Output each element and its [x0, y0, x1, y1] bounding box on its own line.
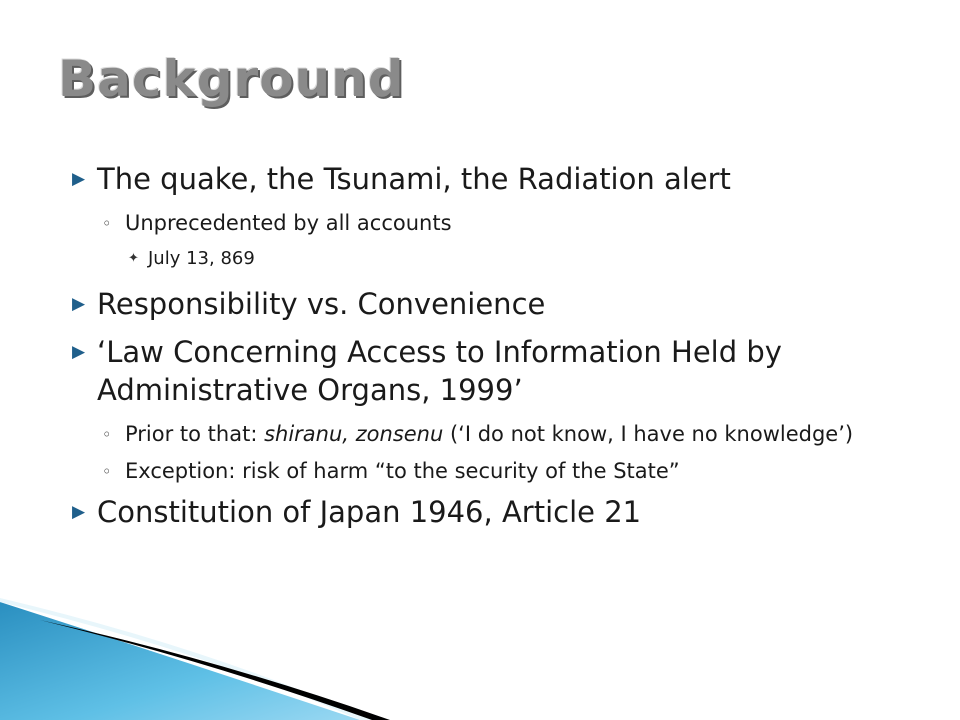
bullet-item [72, 160, 932, 198]
triangle-bullet-icon: ▶ [72, 294, 86, 314]
bullet-list [72, 160, 932, 541]
slide-title: Background [58, 50, 405, 108]
bullet-item [72, 493, 932, 531]
sub-bullet-item [72, 419, 932, 450]
triangle-bullet-icon: ▶ [72, 342, 86, 362]
bullet-text: Responsibility vs. Convenience [97, 287, 546, 321]
bullet-text: The quake, the Tsunami, the Radiation alert [97, 162, 731, 196]
ring-bullet-icon: ◦ [102, 462, 112, 481]
bullet-item [72, 333, 932, 409]
bullet-text: ‘Law Concerning Access to Information Held by Administrative Organs, 1999’ [97, 335, 782, 407]
sub-bullet-suffix: (‘I do not know, I have no knowledge’) [443, 422, 854, 446]
sub-bullet-italic: shiranu, zonsenu [264, 422, 444, 446]
sub-sub-bullet-text: July 13, 869 [148, 248, 255, 269]
sub-sub-bullet-item [72, 245, 932, 273]
sub-bullet-prefix: Prior to that: [125, 422, 265, 446]
bullet-text: Constitution of Japan 1946, Article 21 [97, 495, 642, 529]
blue-wedge [0, 602, 360, 720]
sub-bullet-text: Unprecedented by all accounts [125, 211, 452, 235]
triangle-bullet-icon: ▶ [72, 502, 86, 522]
sub-bullet-text: Exception: risk of harm “to the security of the State” [125, 459, 680, 483]
ring-bullet-icon: ◦ [102, 425, 112, 444]
sub-bullet-item [72, 456, 932, 487]
sparkle-bullet-icon: ✦ [128, 251, 139, 266]
ring-bullet-icon: ◦ [102, 214, 112, 233]
sub-bullet-item [72, 208, 932, 239]
decorative-swoosh [0, 590, 960, 720]
bullet-item [72, 285, 932, 323]
triangle-bullet-icon: ▶ [72, 169, 86, 189]
